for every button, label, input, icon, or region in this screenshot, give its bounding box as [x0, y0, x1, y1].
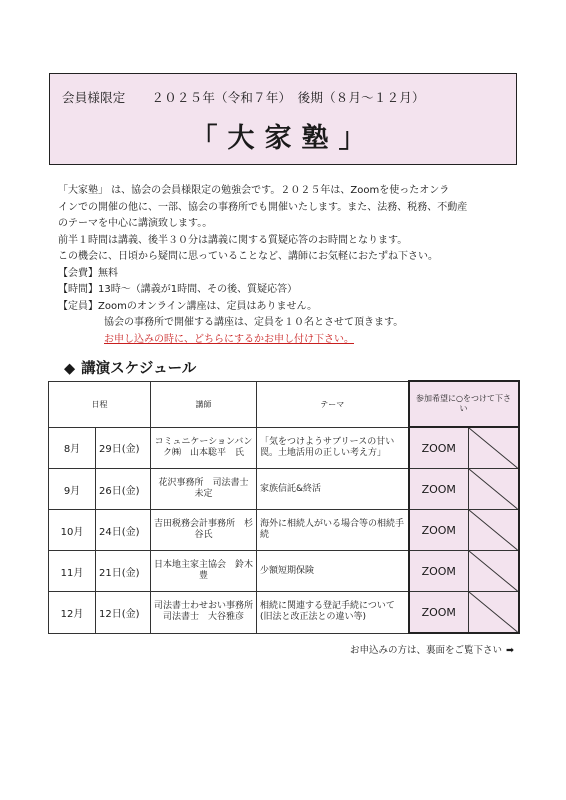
intro-line: 「大家塾」 は、協会の会員様限定の勉強会です。２０２５年は、Zoomを使ったオンラ: [58, 185, 450, 196]
section-title: [64, 357, 196, 378]
fee-line: 【会費】無料: [58, 267, 118, 279]
capacity-line: 【定員】Zoomのオンライン講座は、定員はありません。: [58, 300, 318, 312]
footer-note: [350, 642, 514, 656]
capacity-line: 協会の事務所で開催する講座は、定員を１０名とさせて頂きます。: [104, 317, 404, 328]
time-line: 【時間】13時～（講義が1時間、その後、質疑応答）: [58, 284, 298, 295]
month-cell: 10月: [49, 510, 96, 551]
attendance-check-cell[interactable]: [469, 469, 519, 510]
zoom-option[interactable]: ZOOM: [409, 510, 469, 551]
table-row: [49, 427, 519, 469]
table-row: [49, 592, 519, 634]
members-only-label: 会員様限定: [62, 90, 126, 105]
table-row: [49, 469, 519, 510]
intro-line: のテーマを中心に講演致します。。: [58, 218, 213, 229]
header-box: [49, 73, 517, 165]
section-title-text: 講演スケジュール: [81, 361, 197, 377]
diamond-icon: ◆: [64, 361, 76, 377]
month-cell: 11月: [49, 551, 96, 592]
period-label: ２０２５年（令和７年） 後期（８月～１２月）: [151, 90, 425, 105]
day-cell: 12日(金): [96, 592, 151, 634]
arrow-right-icon: ➡: [506, 645, 514, 656]
diagonal-slash-icon: [469, 510, 518, 550]
month-cell: 9月: [49, 469, 96, 510]
lecturer-header: 講師: [151, 381, 257, 427]
request-header: 参加希望に○をつけて下さい: [409, 381, 519, 427]
intro-line: 前半１時間は講義、後半３０分は講義に関する質疑応答のお時間となります。: [58, 234, 408, 246]
day-cell: 29日(金): [96, 427, 151, 469]
zoom-option[interactable]: ZOOM: [409, 551, 469, 592]
month-cell: 12月: [49, 592, 96, 634]
footer-note-text: お申込みの方は、裏面をご覧下さい: [350, 645, 503, 656]
theme-cell: 「気をつけようサブリースの甘い罠。土地活用の正しい考え方」: [257, 427, 409, 469]
zoom-option[interactable]: ZOOM: [409, 469, 469, 510]
lecturer-cell: 司法書士わせおい事務所 司法書士 大谷雅彦: [151, 592, 257, 634]
page-title: 「大家塾」: [190, 123, 376, 154]
day-cell: 24日(金): [96, 510, 151, 551]
diagonal-slash-icon: [469, 469, 518, 509]
theme-cell: 家族信託&終活: [257, 469, 409, 510]
lecturer-cell: コミュニケーションバンク㈱ 山本聡平 氏: [151, 427, 257, 469]
capacity-note: お申し込みの時に、どちらにするかお申し付け下さい。: [104, 333, 354, 345]
month-cell: 8月: [49, 427, 96, 469]
day-cell: 26日(金): [96, 469, 151, 510]
theme-cell: 海外に相続人がいる場合等の相続手続: [257, 510, 409, 551]
intro-line: インでの開催の他に、一部、協会の事務所でも開催いたします。また、法務、税務、不動産: [58, 201, 468, 213]
attendance-check-cell[interactable]: [469, 427, 519, 469]
day-cell: 21日(金): [96, 551, 151, 592]
zoom-option[interactable]: ZOOM: [409, 592, 469, 634]
table-row: [49, 551, 519, 592]
lecturer-cell: 花沢事務所 司法書士 未定: [151, 469, 257, 510]
date-header: 日程: [49, 381, 151, 427]
attendance-check-cell[interactable]: [469, 551, 519, 592]
theme-cell: 少額短期保険: [257, 551, 409, 592]
lecturer-cell: 日本地主家主協会 鈴木 豊: [151, 551, 257, 592]
diagonal-slash-icon: [469, 551, 518, 591]
theme-cell: 相続に関連する登記手続について(旧法と改正法との違い等): [257, 592, 409, 634]
intro-line: この機会に、日頃から疑問に思っていることなど、講師にお気軽におたずね下さい。: [58, 251, 438, 262]
intro-text: [58, 183, 518, 348]
attendance-check-cell[interactable]: [469, 592, 519, 634]
schedule-table: [48, 380, 520, 634]
table-row: [49, 510, 519, 551]
zoom-option[interactable]: ZOOM: [409, 427, 469, 469]
attendance-check-cell[interactable]: [469, 510, 519, 551]
diagonal-slash-icon: [469, 592, 518, 632]
lecturer-cell: 吉田税務会計事務所 杉谷氏: [151, 510, 257, 551]
header-subline: [62, 88, 425, 106]
theme-header: テーマ: [257, 381, 409, 427]
diagonal-slash-icon: [469, 428, 518, 468]
